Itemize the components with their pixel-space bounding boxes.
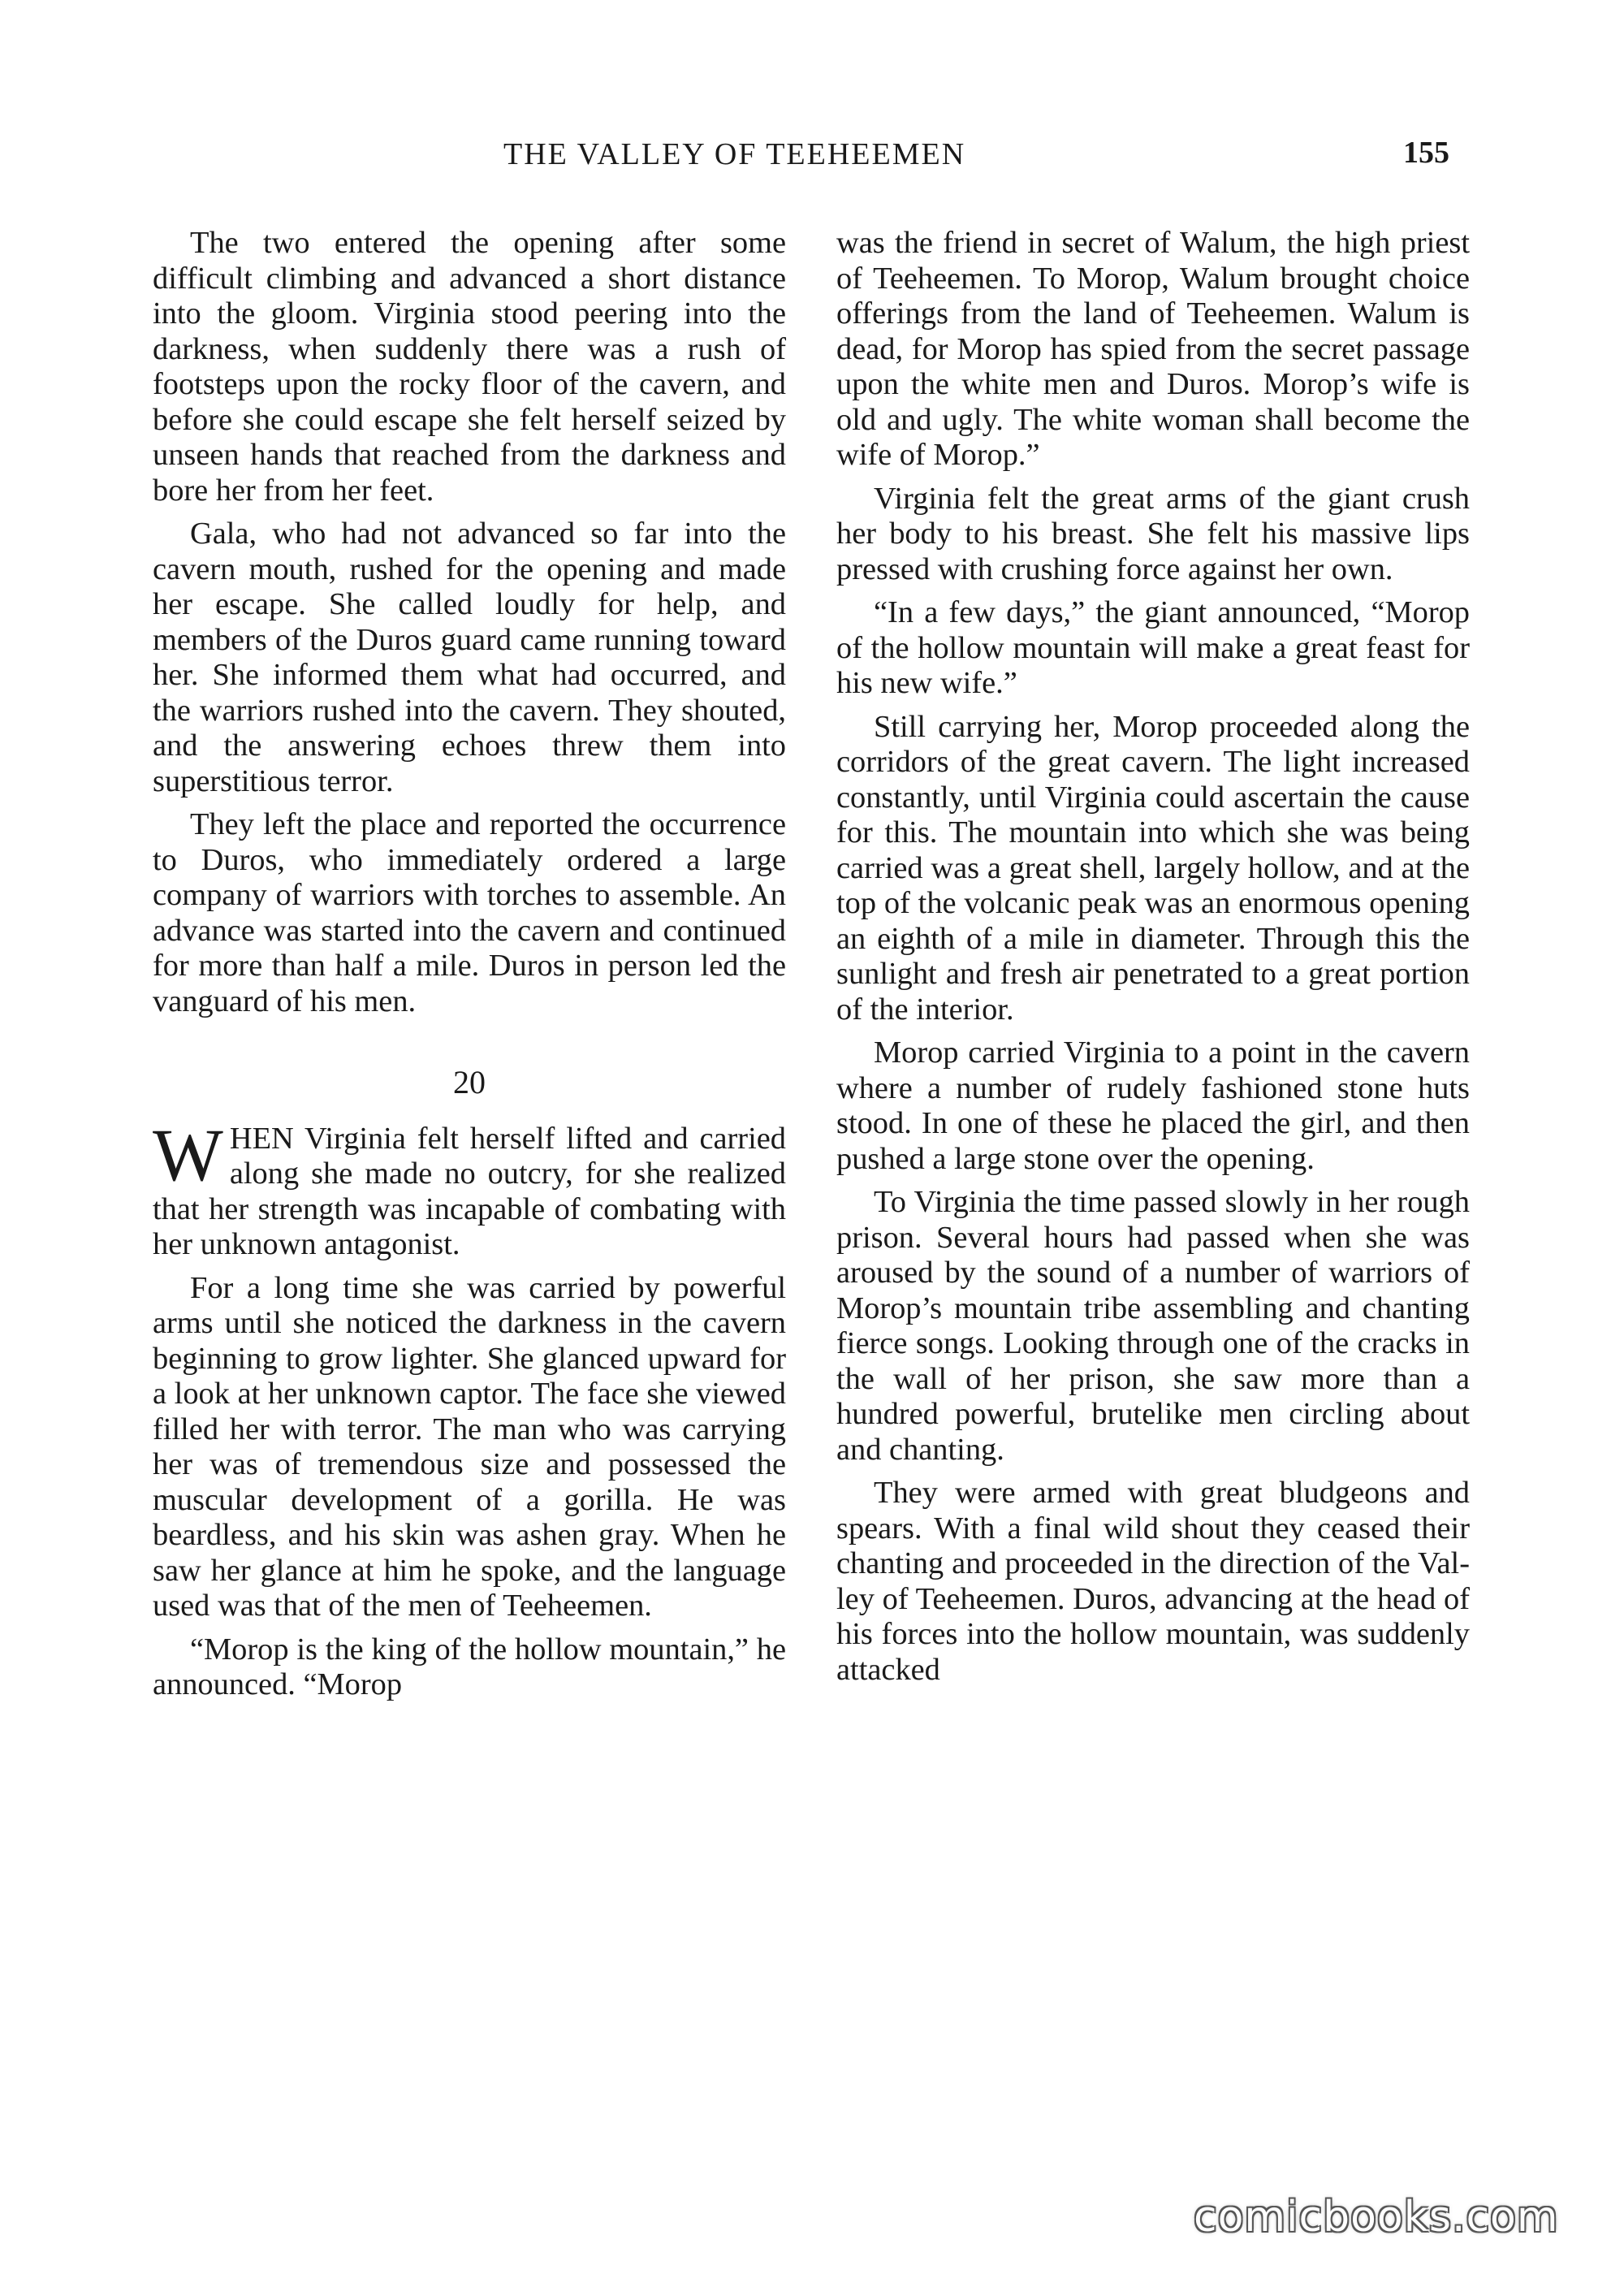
paragraph: Still carrying her, Morop proceeded along the corridors of the great cavern. The light increased constantly, until Virginia could ascertain the cause for this. The mountain into which she was being carried was a great shell, largely hollow, and at the top of the volcanic peak was an enormous opening an eighth of a mile in diameter. Through this the sunlight and fresh air penetrated to a great portion of the interior. — [836, 709, 1470, 1027]
paragraph: “Morop is the king of the hollow mountain,” he announced. “Morop — [153, 1632, 786, 1701]
paragraph: Virginia felt the great arms of the giant crush her body to his breast. She felt his massive lips pressed with crushing force against her own. — [836, 481, 1470, 586]
paragraph: Gala, who had not advanced so far into the cavern mouth, rushed for the opening and made her escape. She called loudly for help, and members of the Duros guard came running toward her. She informed them what had occurred, and the warriors rushed into the cavern. They shouted, and the answering echoes threw them into superstitious terror. — [153, 517, 786, 798]
paragraph: The two entered the opening after some difficult climbing and advanced a short distance into the gloom. Virginia stood peering into the darkness, when suddenly there was a rush of footsteps upon the rocky floor of the cavern, and before she could escape she felt herself seized by unseen hands that reached from the darkness and bore her from her feet. — [153, 226, 786, 508]
paragraph: They left the place and reported the occurrence to Duros, who immediately ordered a large company of warriors with torches to assemble. An advance was started into the cavern and continued for more than half a mile. Duros in person led the vanguard of his men. — [153, 807, 786, 1018]
paragraph: For a long time she was carried by powerful arms until she noticed the darkness in the cavern beginning to grow lighter. She glanced upward for a look at her unknown captor. The face she viewed filled her with terror. The man who was carrying her was of tremendous size and possessed the muscular development of a gorilla. He was beardless, and his skin was ashen gray. When he saw her glance at him he spoke, and the language used was that of the men of Teeheemen. — [153, 1270, 786, 1623]
left-column — [153, 226, 786, 1711]
page-number: 155 — [1403, 136, 1449, 170]
watermark: comicbooks.com — [1194, 2193, 1559, 2242]
paragraph: To Virginia the time passed slowly in her rough prison. Several hours had passed when she was aroused by the sound of a number of warriors of Morop’s mountain tribe assembling and chanting fierce songs. Looking through one of the cracks in the wall of her prison, she saw more than a hundred powerful, brutelike men circling about and chanting. — [836, 1185, 1470, 1467]
paragraph: “In a few days,” the giant announced, “Morop of the hollow mountain will make a great feast for his new wife.” — [836, 595, 1470, 700]
chapter-number: 20 — [453, 1064, 486, 1100]
right-column — [836, 226, 1470, 1696]
running-title: THE VALLEY OF TEEHEEMEN — [503, 137, 966, 171]
paragraph-text: HEN Virginia felt herself lifted and carried along she made no outcry, for she realized that her strength was incapable of combating with her unknown antagonist. — [153, 1121, 786, 1261]
paragraph: Morop carried Virginia to a point in the cavern where a number of rudely fashioned stone huts stood. In one of these he placed the girl, and then pushed a large stone over the opening. — [836, 1035, 1470, 1176]
paragraph: They were armed with great bludgeons and spears. With a final wild shout they ceased their chanting and proceeded in the direction of the Valley of Teeheemen. Duros, advancing at the head of his forces into the hollow mountain, was suddenly attacked — [836, 1476, 1470, 1687]
paragraph: was the friend in secret of Walum, the high priest of Teeheemen. To Morop, Walum brought choice offerings from the land of Teeheemen. Walum is dead, for Morop has spied from the secret passage upon the white men and Duros. Morop’s wife is old and ugly. The white woman shall become the wife of Morop.” — [836, 226, 1470, 472]
chapter-opening-paragraph — [153, 1113, 786, 1263]
drop-cap: W — [153, 1113, 223, 1196]
